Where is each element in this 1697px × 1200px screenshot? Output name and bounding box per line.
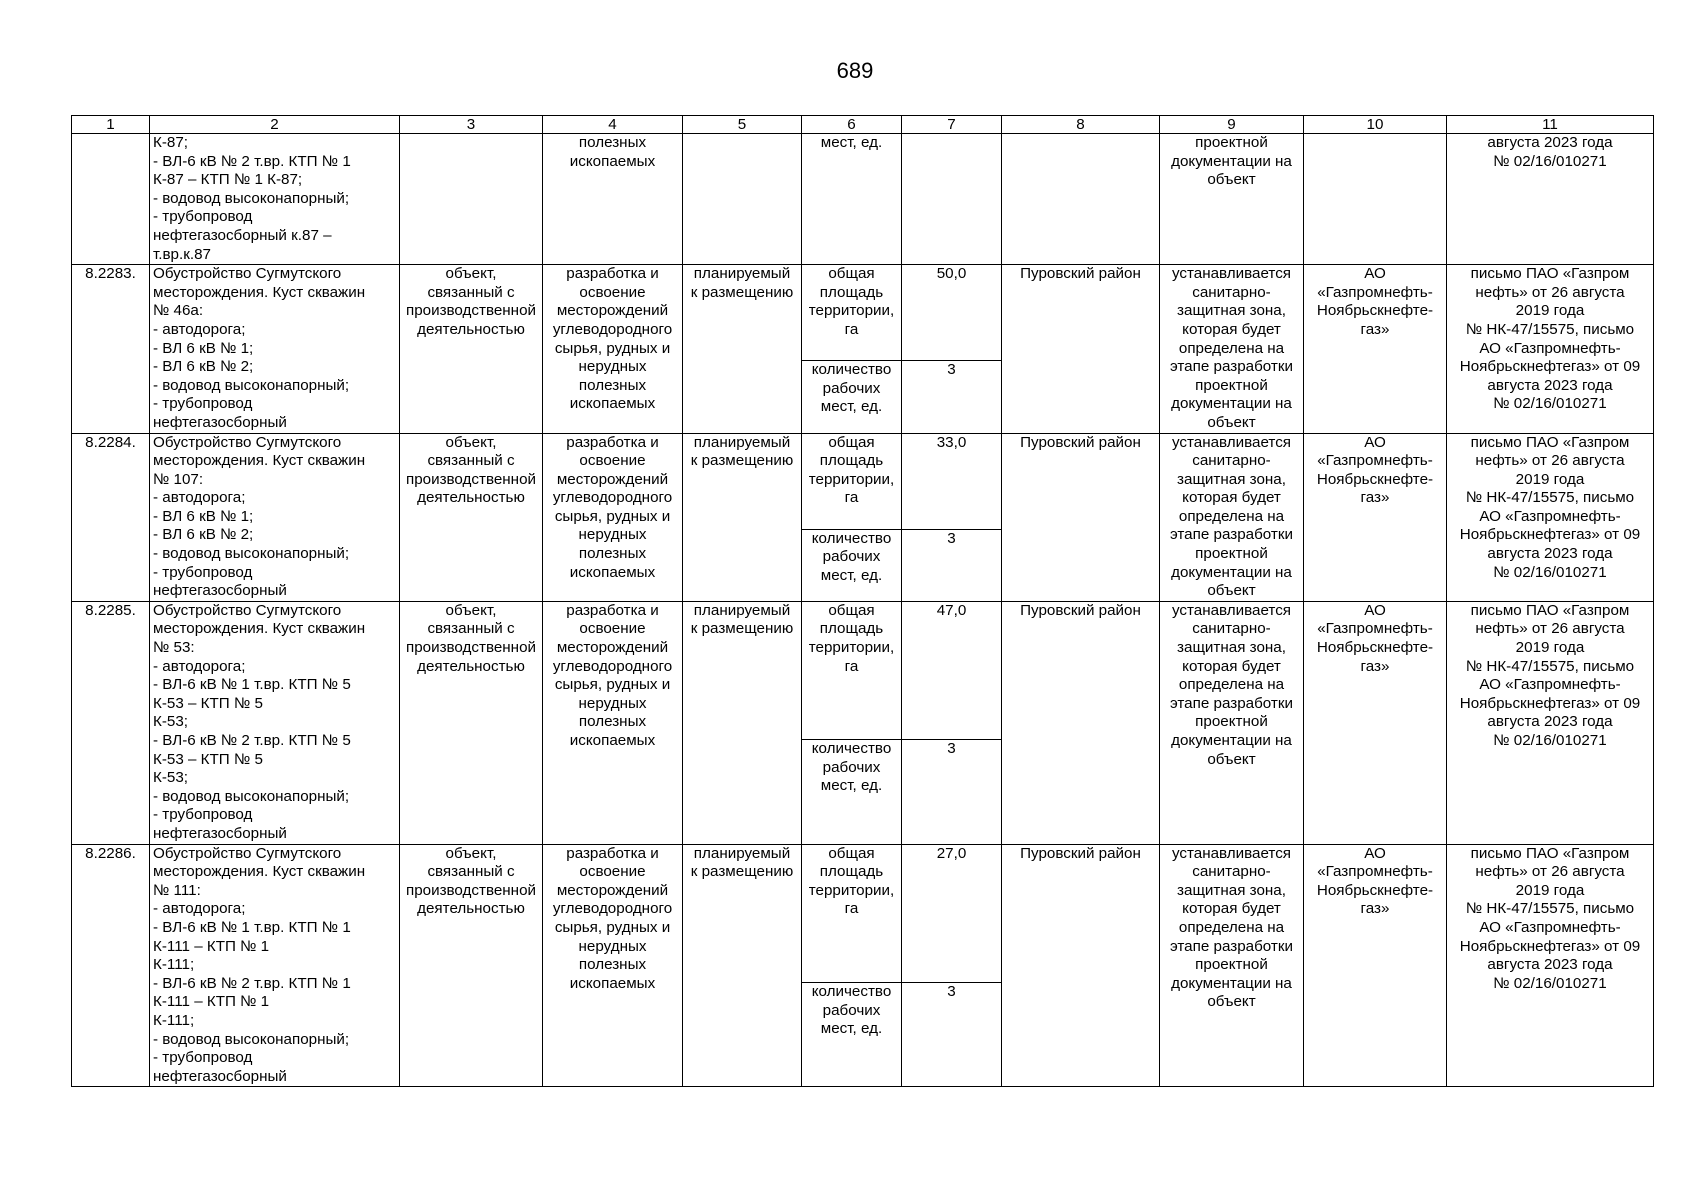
column-number-header: 2 <box>150 116 400 134</box>
table-row <box>72 844 1654 982</box>
zone-cell: устанавливается санитарно- защитная зона, которая будет определена на этапе разработки проектной документации на объект <box>1160 265 1304 433</box>
object-name-cell: Обустройство Сугмутского месторождения. Куст скважин № 53: - автодорога; - ВЛ-6 кВ № 1 т.вр. КТП № 5 К-53 – КТП № 5 К-53; - ВЛ-6 кВ № 2 т.вр. КТП № 5 К-53 – КТП № 5 К-53; - водовод высоконапорный; - трубопровод нефтегазосборный <box>150 601 400 844</box>
owner-cell: АО «Газпромнефть- Ноябрьскнефте- газ» <box>1304 844 1447 1087</box>
registry-table <box>71 115 1654 1087</box>
object-type-cell: объект, связанный с производственной деятельностью <box>400 601 543 844</box>
location-cell <box>1002 134 1160 265</box>
indicator-cell: мест, ед. <box>802 134 902 265</box>
row-number-cell: 8.2285. <box>72 601 150 844</box>
area-value-cell: 27,0 <box>902 844 1002 982</box>
purpose-cell: разработка и освоение месторождений углеводородного сырья, рудных и нерудных полезных ископаемых <box>543 844 683 1087</box>
column-number-header: 11 <box>1447 116 1654 134</box>
area-value-cell: 50,0 <box>902 265 1002 361</box>
object-name-cell: Обустройство Сугмутского месторождения. Куст скважин № 107: - автодорога; - ВЛ 6 кВ № 1; - ВЛ 6 кВ № 2; - водовод высоконапорный; - трубопровод нефтегазосборный <box>150 433 400 601</box>
location-cell: Пуровский район <box>1002 433 1160 601</box>
column-number-header: 9 <box>1160 116 1304 134</box>
area-indicator-cell: общая площадь территории, га <box>802 265 902 361</box>
table-row <box>72 265 1654 361</box>
row-number-cell: 8.2286. <box>72 844 150 1087</box>
column-number-header: 5 <box>683 116 802 134</box>
column-number-header: 6 <box>802 116 902 134</box>
basis-cell: письмо ПАО «Газпром нефть» от 26 августа 2019 года № НК-47/15575, письмо АО «Газпромнефть- Ноябрьскнефтегаз» от 09 августа 2023 года № 02/16/010271 <box>1447 844 1654 1087</box>
basis-cell: письмо ПАО «Газпром нефть» от 26 августа 2019 года № НК-47/15575, письмо АО «Газпромнефть- Ноябрьскнефтегаз» от 09 августа 2023 года № 02/16/010271 <box>1447 601 1654 844</box>
page-number: 689 <box>836 58 874 83</box>
area-indicator-cell: общая площадь территории, га <box>802 844 902 982</box>
area-indicator-cell: общая площадь территории, га <box>802 433 902 529</box>
purpose-cell: разработка и освоение месторождений углеводородного сырья, рудных и нерудных полезных ископаемых <box>543 601 683 844</box>
row-number-cell: 8.2283. <box>72 265 150 433</box>
jobs-indicator-cell: количество рабочих мест, ед. <box>802 361 902 433</box>
table-row <box>72 601 1654 739</box>
zone-cell: устанавливается санитарно- защитная зона, которая будет определена на этапе разработки проектной документации на объект <box>1160 433 1304 601</box>
area-value-cell: 33,0 <box>902 433 1002 529</box>
location-cell: Пуровский район <box>1002 265 1160 433</box>
status-cell: планируемый к размещению <box>683 601 802 844</box>
location-cell: Пуровский район <box>1002 844 1160 1087</box>
object-type-cell: объект, связанный с производственной деятельностью <box>400 265 543 433</box>
zone-cell: устанавливается санитарно- защитная зона, которая будет определена на этапе разработки проектной документации на объект <box>1160 844 1304 1087</box>
object-name-cell: Обустройство Сугмутского месторождения. Куст скважин № 111: - автодорога; - ВЛ-6 кВ № 1 т.вр. КТП № 1 К-111 – КТП № 1 К-111; - ВЛ-6 кВ № 2 т.вр. КТП № 1 К-111 – КТП № 1 К-111; - водовод высоконапорный; - трубопровод нефтегазосборный <box>150 844 400 1087</box>
column-number-header: 1 <box>72 116 150 134</box>
status-cell: планируемый к размещению <box>683 844 802 1087</box>
object-type-cell: объект, связанный с производственной деятельностью <box>400 433 543 601</box>
purpose-cell: разработка и освоение месторождений углеводородного сырья, рудных и нерудных полезных ископаемых <box>543 433 683 601</box>
jobs-value-cell: 3 <box>902 982 1002 1086</box>
jobs-indicator-cell: количество рабочих мест, ед. <box>802 740 902 844</box>
value-cell <box>902 134 1002 265</box>
owner-cell: АО «Газпромнефть- Ноябрьскнефте- газ» <box>1304 601 1447 844</box>
jobs-indicator-cell: количество рабочих мест, ед. <box>802 982 902 1086</box>
jobs-value-cell: 3 <box>902 529 1002 601</box>
owner-cell <box>1304 134 1447 265</box>
purpose-cell: полезных ископаемых <box>543 134 683 265</box>
owner-cell: АО «Газпромнефть- Ноябрьскнефте- газ» <box>1304 265 1447 433</box>
row-number-cell <box>72 134 150 265</box>
column-number-header: 7 <box>902 116 1002 134</box>
basis-cell: письмо ПАО «Газпром нефть» от 26 августа 2019 года № НК-47/15575, письмо АО «Газпромнефть- Ноябрьскнефтегаз» от 09 августа 2023 года № 02/16/010271 <box>1447 265 1654 433</box>
status-cell: планируемый к размещению <box>683 433 802 601</box>
purpose-cell: разработка и освоение месторождений углеводородного сырья, рудных и нерудных полезных ископаемых <box>543 265 683 433</box>
object-type-cell: объект, связанный с производственной деятельностью <box>400 844 543 1087</box>
column-number-header: 3 <box>400 116 543 134</box>
object-name-cell: Обустройство Сугмутского месторождения. Куст скважин № 46а: - автодорога; - ВЛ 6 кВ № 1; - ВЛ 6 кВ № 2; - водовод высоконапорный; - трубопровод нефтегазосборный <box>150 265 400 433</box>
zone-cell: устанавливается санитарно- защитная зона, которая будет определена на этапе разработки проектной документации на объект <box>1160 601 1304 844</box>
column-number-header: 4 <box>543 116 683 134</box>
object-type-cell <box>400 134 543 265</box>
owner-cell: АО «Газпромнефть- Ноябрьскнефте- газ» <box>1304 433 1447 601</box>
object-name-cell: К-87; - ВЛ-6 кВ № 2 т.вр. КТП № 1 К-87 – КТП № 1 К-87; - водовод высоконапорный; - трубопровод нефтегазосборный к.87 – т.вр.к.87 <box>150 134 400 265</box>
status-cell <box>683 134 802 265</box>
column-number-header: 10 <box>1304 116 1447 134</box>
zone-cell: проектной документации на объект <box>1160 134 1304 265</box>
location-cell: Пуровский район <box>1002 601 1160 844</box>
area-value-cell: 47,0 <box>902 601 1002 739</box>
area-indicator-cell: общая площадь территории, га <box>802 601 902 739</box>
jobs-value-cell: 3 <box>902 361 1002 433</box>
basis-cell: письмо ПАО «Газпром нефть» от 26 августа 2019 года № НК-47/15575, письмо АО «Газпромнефть- Ноябрьскнефтегаз» от 09 августа 2023 года № 02/16/010271 <box>1447 433 1654 601</box>
column-number-header: 8 <box>1002 116 1160 134</box>
jobs-value-cell: 3 <box>902 740 1002 844</box>
table-row <box>72 433 1654 529</box>
status-cell: планируемый к размещению <box>683 265 802 433</box>
jobs-indicator-cell: количество рабочих мест, ед. <box>802 529 902 601</box>
header-row <box>72 116 1654 134</box>
row-number-cell: 8.2284. <box>72 433 150 601</box>
continuation-row <box>72 134 1654 265</box>
basis-cell: августа 2023 года № 02/16/010271 <box>1447 134 1654 265</box>
